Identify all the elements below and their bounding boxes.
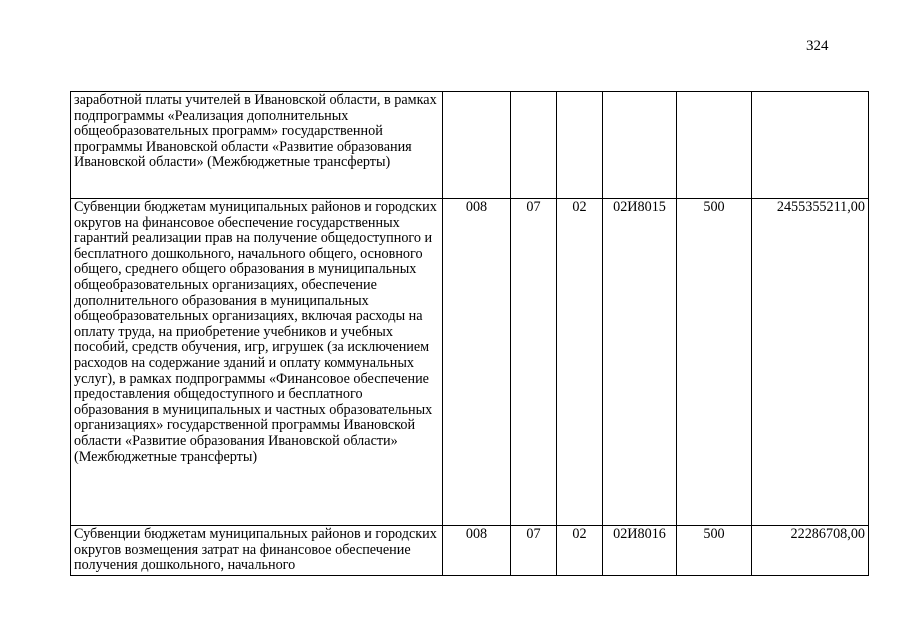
- expense-type-cell: 500: [677, 526, 752, 576]
- subsection-code-cell: 02: [557, 199, 603, 526]
- budget-table: [70, 91, 869, 576]
- ministry-code-cell: [443, 92, 511, 199]
- row-description: Субвенции бюджетам муниципальных районов и городских округов на финансовое обеспечение государственных гарантий реализации прав на получение общедоступного и бесплатного дошкольного, начального общего, основного общего, среднего общего образования в муниципальных общеобразовательных организациях, обеспечение дополнительного образования в муниципальных общеобразовательных организациях, включая расходы на оплату труда, на приобретение учебников и учебных пособий, средств обучения, игр, игрушек (за исключением расходов на содержание зданий и оплату коммунальных услуг), в рамках подпрограммы «Финансовое обеспечение предоставления общедоступного и бесплатного образования в муниципальных и частных образовательных организациях» государственной программы Ивановской области «Развитие образования Ивановской области» (Межбюджетные трансферты): [71, 199, 443, 526]
- amount-cell: 22286708,00: [752, 526, 869, 576]
- section-code-cell: 07: [511, 526, 557, 576]
- ministry-code-cell: 008: [443, 526, 511, 576]
- target-article-cell: 02И8015: [603, 199, 677, 526]
- target-article-cell: 02И8016: [603, 526, 677, 576]
- subsection-code-cell: [557, 92, 603, 199]
- amount-cell: 2455355211,00: [752, 199, 869, 526]
- expense-type-cell: [677, 92, 752, 199]
- ministry-code-cell: 008: [443, 199, 511, 526]
- row-description: заработной платы учителей в Ивановской области, в рамках подпрограммы «Реализация дополнительных общеобразовательных программ» государственной программы Ивановской области «Развитие образования Ивановской области» (Межбюджетные трансферты): [71, 92, 443, 199]
- table-row: [71, 199, 869, 526]
- amount-cell: [752, 92, 869, 199]
- row-description: Субвенции бюджетам муниципальных районов и городских округов возмещения затрат на финансовое обеспечение получения дошкольного, начального: [71, 526, 443, 576]
- subsection-code-cell: 02: [557, 526, 603, 576]
- table-row: [71, 92, 869, 199]
- table-row: [71, 526, 869, 576]
- expense-type-cell: 500: [677, 199, 752, 526]
- page-number: 324: [806, 38, 829, 54]
- section-code-cell: [511, 92, 557, 199]
- target-article-cell: [603, 92, 677, 199]
- section-code-cell: 07: [511, 199, 557, 526]
